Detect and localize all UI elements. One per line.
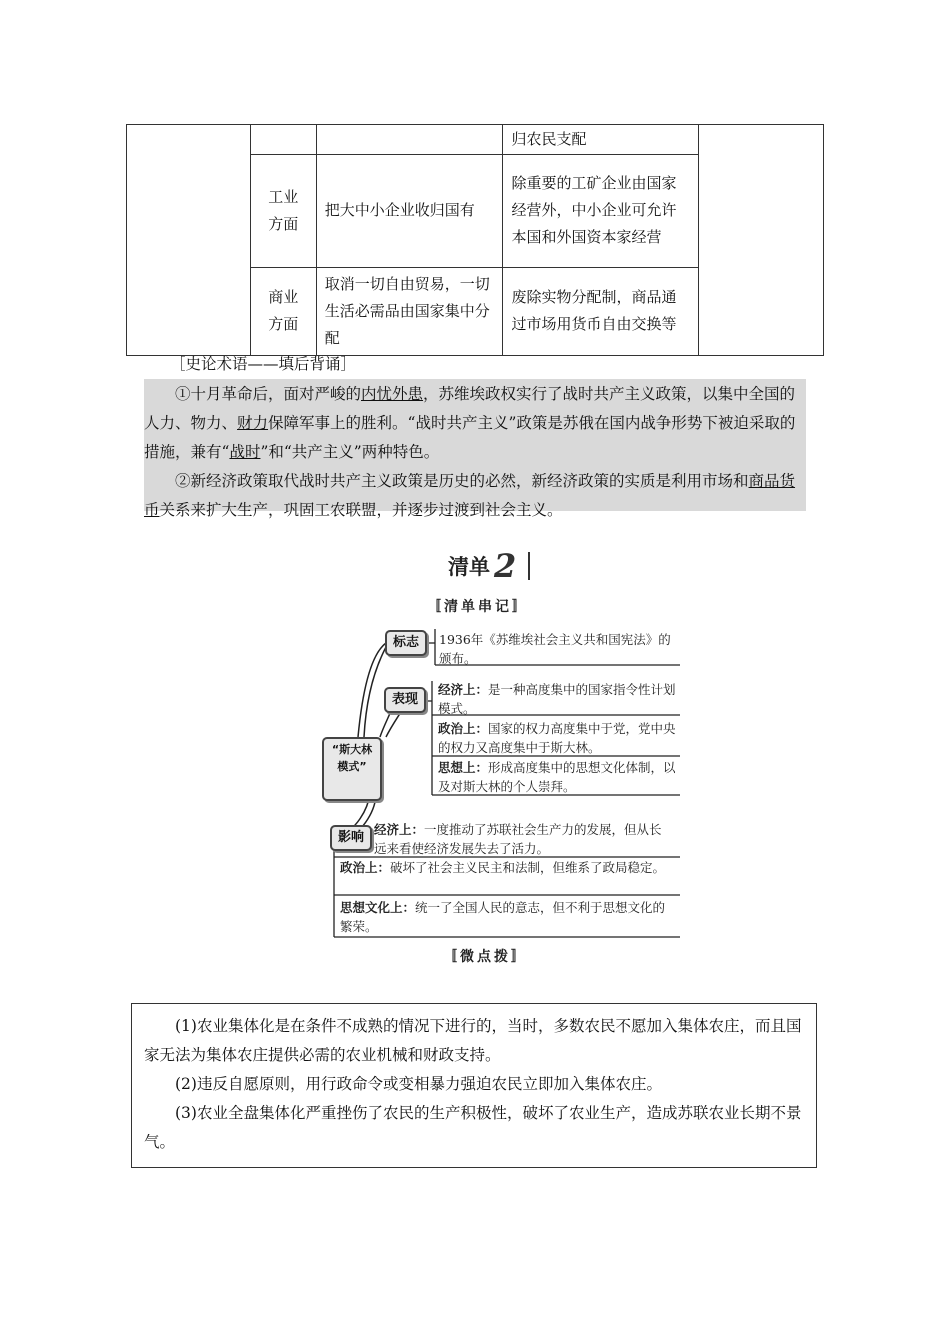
terms-heading: ［史论术语——填后背诵］ (170, 355, 357, 373)
section-number: 2 (494, 547, 517, 585)
node-performance: 表现 (384, 687, 426, 713)
blank-answer: 战时 (229, 443, 261, 461)
note-item: (3)农业全盘集体化严重挫伤了农民的生产积极性，破坏了农业生产，造成苏联农业长期不景气。 (144, 1104, 802, 1151)
impact-item-economy: 经济上：一度推动了苏联社会生产力的发展，但从长远来看使经济发展失去了活力。 (374, 822, 662, 856)
terms-paragraph-2: ②新经济政策取代战时共产主义政策是历史的必然，新经济政策的实质是利用市场和商品货币关系来扩大生产，巩固工农联盟，并逐步过渡到社会主义。 (144, 472, 796, 519)
table-cell (250, 125, 316, 155)
perf-item-economy: 经济上：是一种高度集中的国家指令性计划模式。 (438, 682, 676, 716)
title-divider (528, 552, 530, 580)
terms-box (144, 379, 806, 519)
policy-table (126, 124, 824, 356)
impact-item-politics: 政治上：破坏了社会主义民主和法制，但维系了政局稳定。 (340, 860, 666, 875)
table-right-cell (699, 125, 824, 356)
node-center: “斯大林模式” (322, 737, 382, 801)
blank-answer: 财力 (237, 414, 269, 432)
table-cell: 取消一切自由贸易，一切生活必需品由国家集中分配 (316, 267, 503, 355)
blank-answer: 商品货币 (144, 472, 796, 519)
table-cell: 归农民支配 (503, 125, 699, 155)
section-title: 清单 2 (448, 548, 530, 584)
table-cell: 把大中小企业收归国有 (316, 155, 503, 267)
terms-paragraph-1: ①十月革命后，面对严峻的内忧外患，苏维埃政权实行了战时共产主义政策，以集中全国的人力、物力、财力保障军事上的胜利。“战时共产主义”政策是苏俄在国内战争形势下被迫采取的措施，兼有“战时”和“共产主义”两种特色。 (144, 385, 796, 461)
table-cell: 除重要的工矿企业由国家经营外，中小企业可允许本国和外国资本家经营 (503, 155, 699, 267)
table-left-cell (127, 125, 251, 356)
blank-answer: 内忧外患 (361, 385, 424, 403)
note-item: (2)违反自愿原则，用行政命令或变相暴力强迫农民立即加入集体农庄。 (175, 1075, 662, 1093)
table-cell (316, 125, 503, 155)
table-cell-industry: 工业 方面 (250, 155, 316, 267)
perf-item-thought: 思想上：形成高度集中的思想文化体制，以及对斯大林的个人崇拜。 (438, 760, 676, 794)
node-sign: 标志 (385, 630, 427, 656)
summary-label: 〚清单串记〛 (427, 599, 529, 615)
note-box (131, 1003, 817, 1168)
perf-item-politics: 政治上：国家的权力高度集中于党，党中央的权力又高度集中于斯大林。 (438, 721, 676, 755)
note-item: (1)农业集体化是在条件不成熟的情况下进行的，当时，多数农民不愿加入集体农庄，而且国家无法为集体农庄提供必需的农业机械和财政支持。 (144, 1017, 802, 1064)
table-cell: 废除实物分配制，商品通过市场用货币自由交换等 (503, 267, 699, 355)
impact-item-culture: 思想文化上：统一了全国人民的意志，但不利于思想文化的繁荣。 (340, 900, 666, 934)
tip-label: 〚微点拨〛 (443, 949, 528, 965)
table-cell-commerce: 商业 方面 (250, 267, 316, 355)
sign-text: 1936年《苏维埃社会主义共和国宪法》的颁布。 (439, 632, 671, 666)
node-impact: 影响 (330, 825, 372, 851)
